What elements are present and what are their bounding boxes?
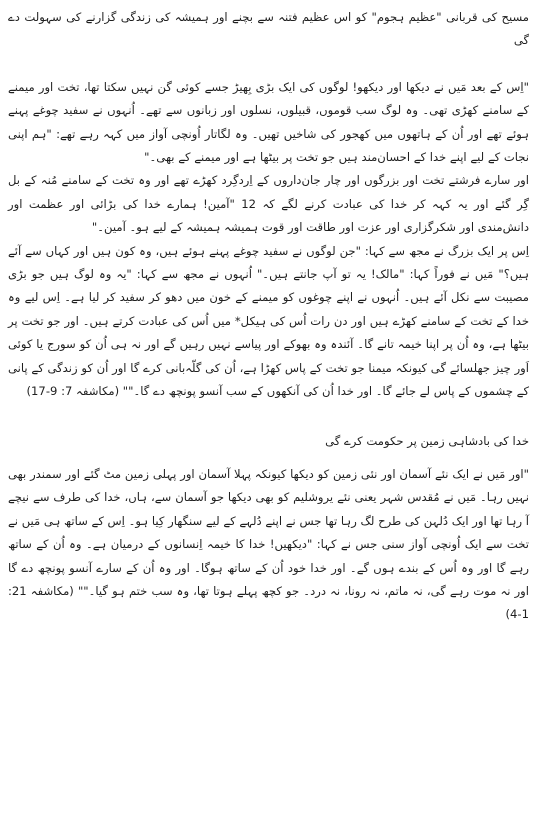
heading-spacer <box>8 453 529 463</box>
section-heading: خدا کی بادشاہی زمین پر حکومت کرے گی <box>325 433 529 448</box>
intro-paragraph: مسیح کی قربانی "عظیم ہجوم" کو اس عظیم فتنہ سے بچنے اور ہمیشہ کی زندگی گزارنے کی سہولت دے گی <box>8 10 529 48</box>
revelation-7-paragraph-1: "اِس کے بعد مَیں نے دیکھا اور دیکھو! لوگوں کی ایک بڑی بِھیڑ جسے کوئی گن نہیں سکتا تھا، تخت اور میمنے کے سامنے کھڑی تھی۔ وہ لوگ سب قوموں، قبیلوں، نسلوں اور زبانوں سے تھے۔ اُنہوں نے سفید چوغے پہنے ہوئے تھے اور اُن کے ہاتھوں میں کھجور کی شاخیں تھیں۔ وہ لگاتار اُونچی آواز میں کہہ رہے تھے: "ہم اپنی نجات کے لیے اپنے خدا کے احسان‌مند ہیں جو تخت پر بیٹھا ہے اور میمنے کے بھی۔" <box>8 79 529 165</box>
revelation-7-paragraph-3: اِس پر ایک بزرگ نے مجھ سے کہا: "جن لوگوں نے سفید چوغے پہنے ہوئے ہیں، وہ کون ہیں اور کہاں سے آئے ہیں؟" مَیں نے فوراً کہا: "مالک! یہ تو آپ جانتے ہیں۔" اُنہوں نے مجھ سے کہا: "یہ وہ لوگ ہیں جو بڑی مصیبت سے نکل آئے ہیں۔ اُنہوں نے اپنے چوغوں کو میمنے کے خون میں دھو کر سفید کر لیا ہے۔ اِس لیے وہ خدا کے تخت کے سامنے کھڑے ہیں اور دن رات اُس کی ہیکل* میں اُس کی عبادت کرتے ہیں۔ اور جو تخت پر بیٹھا ہے، وہ اُن پر اپنا خیمہ تانے گا۔ آئندہ وہ بھوکے اور پیاسے نہیں رہیں گے اور نہ ہی اُن کو سورج یا کوئی اَور چیز جھلسائے گی کیونکہ میمنا جو تخت کے پاس کھڑا ہے، اُن کی گلّہ‌بانی کرے گا اور اُن کو زندگی کے پانی کے چشموں کے پاس لے جائے گا۔ اور خدا اُن کی آنکھوں کے سب آنسو پونچھ دے گا۔"" (مکاشفہ 7: 9-17) <box>8 243 529 399</box>
paragraph-spacer <box>8 53 529 76</box>
revelation-7-paragraph-2: اور سارے فرشتے تخت اور بزرگوں اور چار جان‌داروں کے اِردگِرد کھڑے تھے اور وہ تخت کے سامنے مُنہ کے بل گِر گئے اور یہ کہہ کر خدا کی عبادت کرنے لگے کہ 12 "آمین! ہمارے خدا کی بڑائی اور عظمت اور دانش‌مندی اور شکرگزاری اور عزت اور طاقت اور قوت ہمیشہ ہمیشہ کے لیے ہو۔ آمین۔" <box>8 173 529 235</box>
revelation-21-paragraph: "اور مَیں نے ایک نئے آسمان اور نئی زمین کو دیکھا کیونکہ پہلا آسمان اور پہلی زمین مٹ گئے اور سمندر بھی نہیں رہا۔ مَیں نے مُقدس شہر یعنی نئے یروشلیم کو بھی دیکھا جو آسمان سے، ہاں، خدا کی طرف سے نیچے آ رہا تھا اور ایک دُلہن کی طرح لگ رہا تھا جس نے اپنے دُلہے کے لیے سنگھار کِیا ہو۔ اِس کے ساتھ ہی مَیں نے تخت سے ایک اُونچی آواز سنی جس نے کہا: "دیکھیں! خدا کا خیمہ اِنسانوں کے درمیان ہے۔ وہ اُن کے ساتھ رہے گا اور وہ اُس کے بندے ہوں گے۔ اور خدا خود اُن کے ساتھ ہوگا۔ اور وہ اُن کے سارے آنسو پونچھ دے گا اور نہ موت رہے گی، نہ ماتم، نہ رونا، نہ درد۔ جو کچھ پہلے ہوتا تھا، وہ سب ختم ہو گیا۔"" (مکاشفہ 21: 1-4) <box>7 466 529 622</box>
section-spacer <box>8 404 529 430</box>
